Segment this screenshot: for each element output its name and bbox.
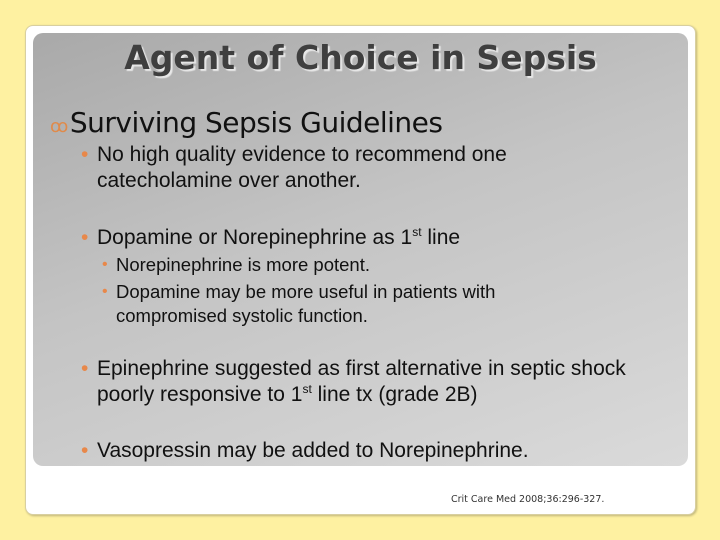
main-heading: ꝏSurviving Sepsis Guidelines xyxy=(50,106,443,139)
bullet-3: • Epinephrine suggested as first alternative in septic shock poorly responsive to 1st line tx (grade 2B) xyxy=(81,357,626,406)
bullet-dot-icon: • xyxy=(81,439,89,462)
citation: Crit Care Med 2008;36:296-327. xyxy=(451,494,605,505)
bullet-dot-icon: • xyxy=(81,143,89,166)
swirl-bullet-icon: ꝏ xyxy=(50,116,68,137)
sub-bullet-2: • Dopamine may be more useful in patients with compromised systolic function. xyxy=(102,281,496,326)
bullet-4: • Vasopressin may be added to Norepinephrine. xyxy=(81,439,529,462)
bullet-2: • Dopamine or Norepinephrine as 1st line xyxy=(81,225,461,249)
bullet-dot-icon: • xyxy=(102,256,108,273)
slide-title: Agent of Choice in Sepsis xyxy=(124,38,597,77)
bullet-dot-icon: • xyxy=(81,226,89,249)
bullet-dot-icon: • xyxy=(81,357,89,380)
bullet-1: • No high quality evidence to recommend one catecholamine over another. xyxy=(81,143,507,192)
bullet-dot-icon: • xyxy=(102,283,108,300)
sub-bullet-1: • Norepinephrine is more potent. xyxy=(102,254,371,275)
